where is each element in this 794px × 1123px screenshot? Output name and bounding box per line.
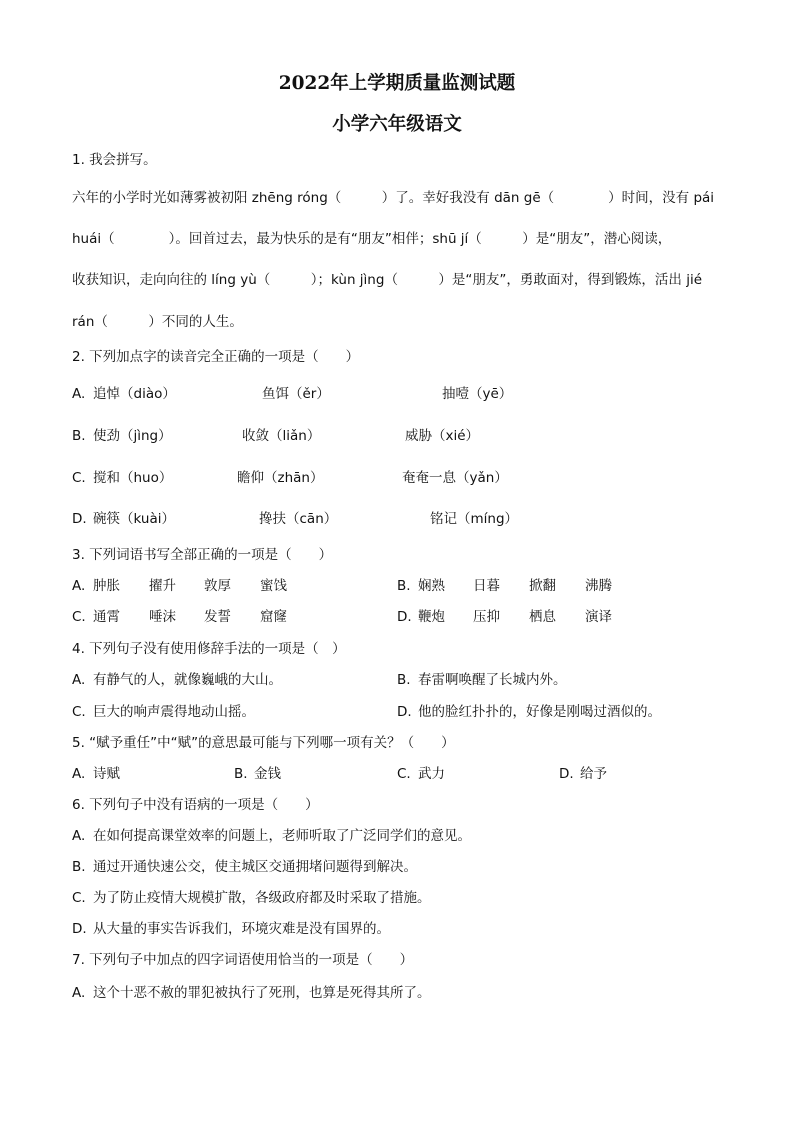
q5-option-a-label: A. — [72, 766, 86, 782]
q2-option-b-item-2: 收敛（liǎn） — [242, 428, 321, 444]
q3-option-b-label: B. — [397, 578, 411, 594]
q1-stem: 1. 我会拼写。 — [72, 152, 157, 168]
q3-option-c-word-4: 窟窿 — [260, 609, 287, 625]
q3-option-c-word-1: 通霄 — [93, 609, 120, 625]
q3-stem: 3. 下列词语书写全部正确的一项是（ ） — [72, 547, 333, 563]
q4-option-c-label: C. — [72, 704, 86, 720]
q2-option-d-item-2: 搀扶（cān） — [259, 511, 338, 527]
q5-option-a-text: 诗赋 — [93, 766, 120, 782]
q3-option-a-word-3: 敦厚 — [204, 578, 231, 594]
q3-option-b-word-3: 掀翻 — [529, 578, 556, 594]
q3-option-d-word-2: 压抑 — [473, 609, 500, 625]
q2-option-d-item-1: 碗筷（kuài） — [93, 511, 175, 527]
q3-option-d-word-4: 演译 — [585, 609, 612, 625]
q2-option-b-item-3: 威胁（xié） — [405, 428, 480, 444]
q6-option-a-text: 在如何提高课堂效率的问题上，老师听取了广泛同学们的意见。 — [93, 828, 471, 844]
q4-option-b-label: B. — [397, 672, 411, 688]
q6-option-d-label: D. — [72, 921, 87, 937]
q5-option-b-label: B. — [234, 766, 248, 782]
q3-option-a-word-2: 擢升 — [149, 578, 176, 594]
q3-option-a-word-1: 肿胀 — [93, 578, 120, 594]
q3-option-a-word-4: 蜜饯 — [260, 578, 287, 594]
q3-option-b-word-1: 娴熟 — [418, 578, 445, 594]
q2-option-d-item-3: 铭记（míng） — [430, 511, 519, 527]
q4-option-a-text: 有静气的人，就像巍峨的大山。 — [93, 672, 282, 688]
q1-line-3: 收获知识，走向向往的 líng yù（ ）；kùn jìng（ ）是“朋友”，勇敢面对，得到锻炼，活出 jié — [72, 272, 703, 288]
q3-option-d-word-1: 鞭炮 — [418, 609, 445, 625]
q1-line-4: rán（ ）不同的人生。 — [72, 314, 243, 330]
q3-option-c-word-3: 发誓 — [204, 609, 231, 625]
q2-option-b-label: B. — [72, 428, 86, 444]
q7-option-a-text: 这个十恶不赦的罪犯被执行了死刑，也算是死得其所了。 — [93, 985, 431, 1001]
q5-stem: 5. “赋予重任”中“赋”的意思最可能与下列哪一项有关？（ ） — [72, 735, 455, 751]
q6-option-b-text: 通过开通快速公交，使主城区交通拥堵问题得到解决。 — [93, 859, 417, 875]
q3-option-b-word-2: 日暮 — [473, 578, 500, 594]
page-title: 2022年上学期质量监测试题 — [278, 73, 516, 94]
q2-option-c-label: C. — [72, 470, 86, 486]
q2-option-a-item-3: 抽噎（yē） — [442, 386, 513, 402]
q6-option-c-text: 为了防止疫情大规模扩散，各级政府都及时采取了措施。 — [93, 890, 431, 906]
q5-option-c-text: 武力 — [418, 766, 445, 782]
q2-option-b-item-1: 使劲（jìng） — [93, 428, 172, 444]
q2-option-a-item-2: 鱼饵（ěr） — [262, 386, 330, 402]
q4-option-d-text: 他的脸红扑扑的，好像是刚喝过酒似的。 — [418, 704, 661, 720]
q6-option-d-text: 从大量的事实告诉我们，环境灾难是没有国界的。 — [93, 921, 390, 937]
q7-stem: 7. 下列句子中加点的四字词语使用恰当的一项是（ ） — [72, 952, 414, 968]
q2-option-d-label: D. — [72, 511, 87, 527]
q3-option-a-label: A. — [72, 578, 86, 594]
q2-option-c-item-2: 瞻仰（zhān） — [237, 470, 324, 486]
q5-option-d-label: D. — [559, 766, 574, 782]
q4-option-c-text: 巨大的响声震得地动山摇。 — [93, 704, 255, 720]
q2-stem: 2. 下列加点字的读音完全正确的一项是（ ） — [72, 349, 360, 365]
q5-option-c-label: C. — [397, 766, 411, 782]
q5-option-b-text: 金钱 — [254, 766, 281, 782]
q3-option-c-label: C. — [72, 609, 86, 625]
q5-option-d-text: 给予 — [580, 766, 607, 782]
q6-option-a-label: A. — [72, 828, 86, 844]
q6-option-b-label: B. — [72, 859, 86, 875]
q4-option-b-text: 春雷啊唤醒了长城内外。 — [418, 672, 567, 688]
q2-option-a-item-1: 追悼（diào） — [93, 386, 176, 402]
q3-option-b-word-4: 沸腾 — [585, 578, 612, 594]
page-subtitle: 小学六年级语文 — [332, 114, 462, 135]
q2-option-c-item-3: 奄奄一息（yǎn） — [402, 470, 508, 486]
q6-stem: 6. 下列句子中没有语病的一项是（ ） — [72, 797, 319, 813]
q1-line-2: huái（ ）。回首过去，最为快乐的是有“朋友”相伴；shū jí（ ）是“朋友”，潜心阅读， — [72, 231, 672, 247]
q4-stem: 4. 下列句子没有使用修辞手法的一项是（ ） — [72, 641, 346, 657]
q4-option-d-label: D. — [397, 704, 412, 720]
q2-option-a-label: A. — [72, 386, 86, 402]
q3-option-d-label: D. — [397, 609, 412, 625]
q2-option-c-item-1: 搅和（huo） — [93, 470, 173, 486]
q6-option-c-label: C. — [72, 890, 86, 906]
q7-option-a-label: A. — [72, 985, 86, 1001]
q3-option-c-word-2: 唾沫 — [149, 609, 176, 625]
q4-option-a-label: A. — [72, 672, 86, 688]
q3-option-d-word-3: 栖息 — [529, 609, 556, 625]
q1-line-1: 六年的小学时光如薄雾被初阳 zhēng róng（ ）了。幸好我没有 dān gē（ ）时间，没有 pái — [72, 190, 715, 206]
